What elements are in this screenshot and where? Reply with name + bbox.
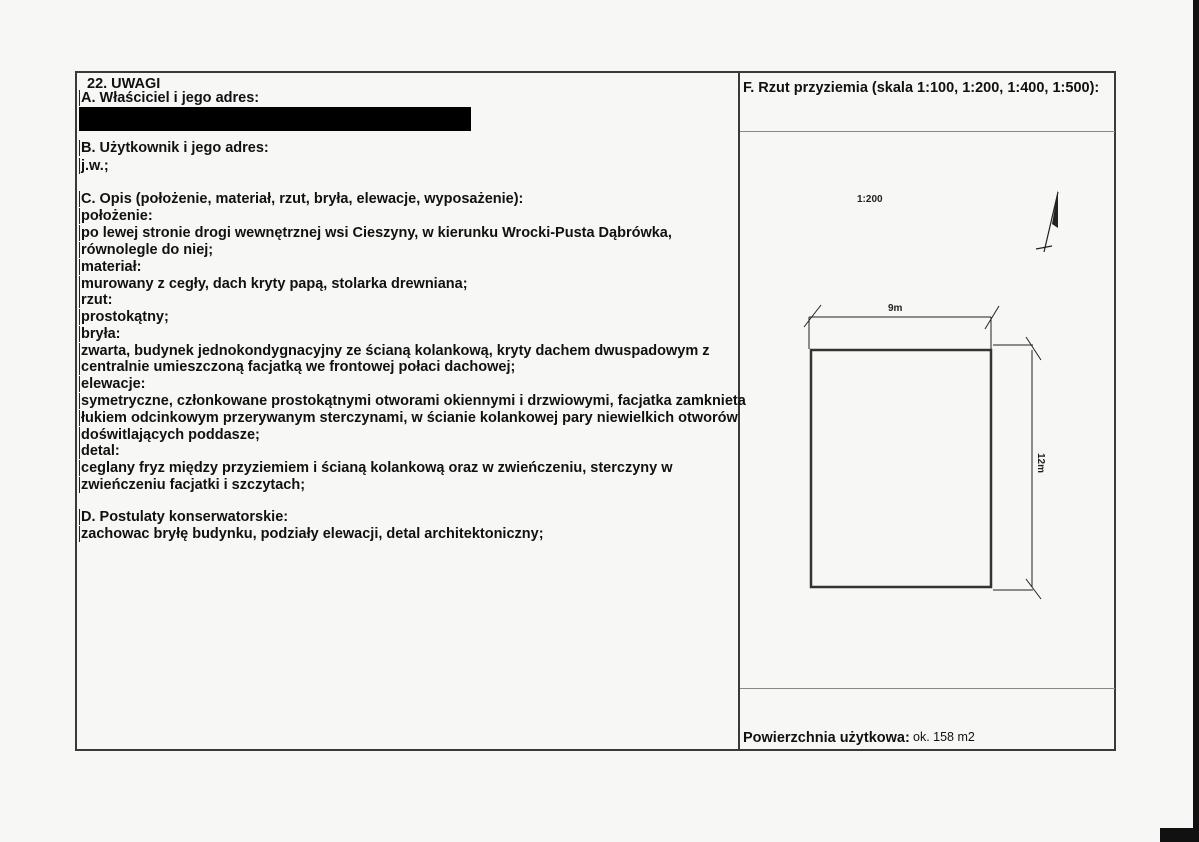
description-line: położenie: (81, 208, 153, 224)
redaction-bar (79, 107, 471, 131)
description-line: ceglany fryz między przyziemiem i ścianą kolankową oraz w zwieńczeniu, sterczyny w (81, 460, 673, 476)
usable-area-label: Powierzchnia użytkowa: (743, 730, 910, 746)
scan-edge (1193, 0, 1199, 842)
description-line: łukiem odcinkowym przerywanym sterczynami, w ścianie kolankowej pary niewielkich otworów (81, 410, 738, 426)
description-line: zwieńczeniu facjatki i szczytach; (81, 477, 306, 493)
description-line: po lewej stronie drogi wewnętrznej wsi Cieszyny, w kierunku Wrocki-Pusta Dąbrówka, (81, 225, 672, 241)
postulates-value: zachowac bryłę budynku, podziały elewacji, detal architektoniczny; (81, 526, 544, 542)
scan-edge (1160, 828, 1199, 842)
description-line: symetryczne, członkowane prostokątnymi otworami okiennymi i drzwiowymi, facjatka zamknieta (81, 393, 746, 409)
user-value: j.w.; (81, 158, 109, 174)
description-heading: C. Opis (położenie, materiał, rzut, bryła, elewacje, wyposażenie): (81, 191, 524, 207)
plan-drawing-area (740, 131, 1115, 689)
building-outline (811, 350, 991, 587)
plan-column (740, 73, 1116, 749)
description-line: materiał: (81, 259, 142, 275)
floor-plan-drawing (740, 132, 1115, 688)
user-heading: B. Użytkownik i jego adres: (81, 140, 269, 156)
postulates-heading: D. Postulaty konserwatorskie: (81, 509, 289, 525)
owner-heading: A. Właściciel i jego adres: (81, 90, 260, 106)
description-line: detal: (81, 443, 120, 459)
description-line: elewacje: (81, 376, 146, 392)
width-label: 9m (888, 303, 903, 314)
description-line: prostokątny; (81, 309, 169, 325)
section-number: 22. UWAGI (87, 76, 161, 92)
description-line: murowany z cegły, dach kryty papą, stolarka drewniana; (81, 276, 468, 292)
description-line: zwarta, budynek jednokondygnacyjny ze ścianą kolankową, kryty dachem dwuspadowym z (81, 343, 710, 359)
remarks-column (77, 73, 746, 749)
description-line: równolegle do niej; (81, 242, 214, 258)
description-line: centralnie umieszczoną facjatką we frontowej połaci dachowej; (81, 359, 516, 375)
plan-heading: F. Rzut przyziemia (skala 1:100, 1:200, 1:400, 1:500): (743, 80, 1100, 96)
north-arrow-icon (1036, 190, 1058, 252)
description-line: doświtlających poddasze; (81, 427, 260, 443)
plan-scale: 1:200 (857, 194, 883, 205)
card-frame (75, 71, 1116, 751)
length-label: 12m (1035, 453, 1046, 474)
description-line: rzut: (81, 292, 113, 308)
usable-area-value: ok. 158 m2 (913, 730, 975, 744)
description-line: bryła: (81, 326, 121, 342)
length-dimension (993, 337, 1041, 599)
